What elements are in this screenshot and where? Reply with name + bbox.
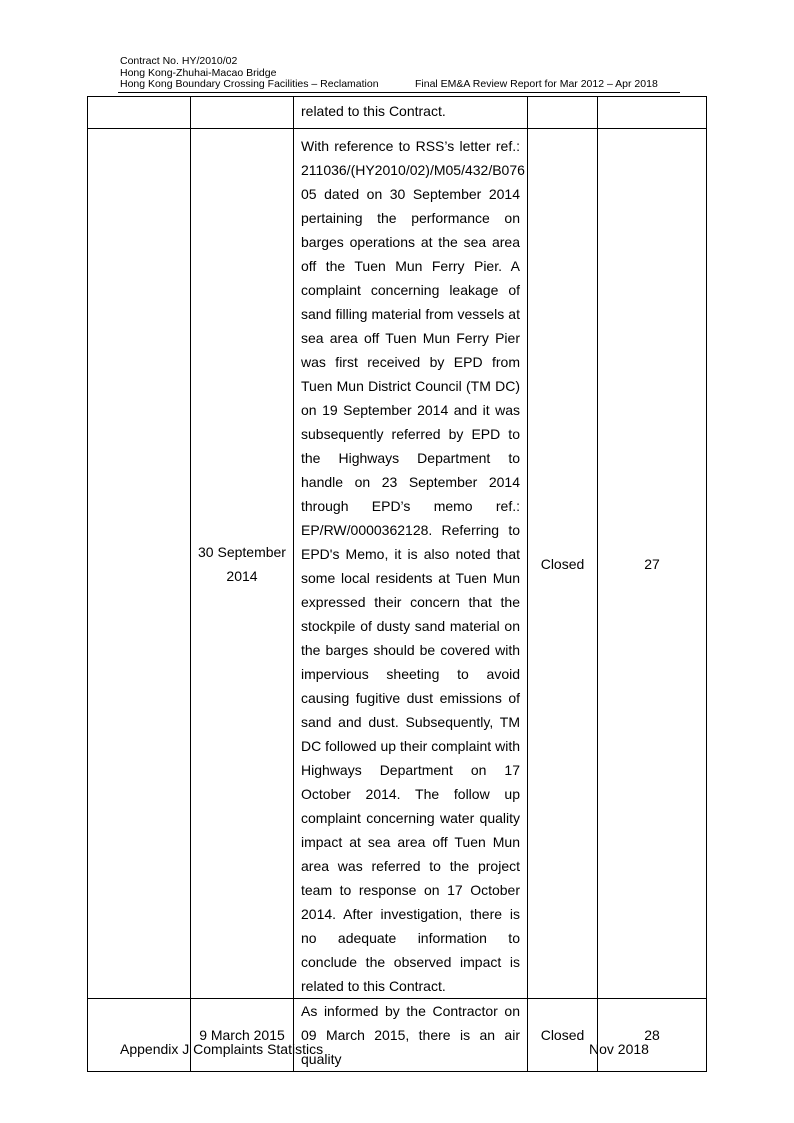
cell-description: related to this Contract. [294, 97, 528, 129]
cell-description: As informed by the Contractor on 09 March 2015, there is an air quality [294, 999, 528, 1072]
cell-date [191, 97, 294, 129]
table-row [88, 999, 707, 1072]
header-divider [118, 92, 680, 93]
page-header [120, 56, 680, 91]
cell-date: 9 March 2015 [191, 999, 294, 1072]
header-line-3 [120, 79, 680, 91]
cell-number: 27 [598, 129, 707, 999]
contract-number: Contract No. HY/2010/02 [120, 55, 238, 67]
table-row [88, 97, 707, 129]
cell-status [528, 97, 598, 129]
complaints-table [87, 96, 707, 1072]
facility-name: Hong Kong Boundary Crossing Facilities – Reclamation [120, 78, 379, 90]
cell-col1 [88, 999, 191, 1072]
cell-col1 [88, 129, 191, 999]
report-title: Final EM&A Review Report for Mar 2012 – Apr 2018 [415, 78, 658, 90]
table-row [88, 129, 707, 999]
cell-status: Closed [528, 999, 598, 1072]
cell-date: 30 September 2014 [191, 129, 294, 999]
footer-date: Nov 2018 [589, 1041, 649, 1057]
cell-status: Closed [528, 129, 598, 999]
project-name: Hong Kong-Zhuhai-Macao Bridge [120, 66, 277, 79]
cell-col1 [88, 97, 191, 129]
cell-number [598, 97, 707, 129]
cell-description: With reference to RSS’s letter ref.: 211036/(HY2010/02)/M05/432/B076 05 dated on 30 September 2014 pertaining the performance on barges operations at the sea area off the Tuen Mun Ferry Pier. A complaint concerning leakage of sand filling material from vessels at sea area off Tuen Mun Ferry Pier was first received by EPD from Tuen Mun District Council (TM DC) on 19 September 2014 and it was subsequently referred by EPD to the Highways Department to handle on 23 September 2014 through EPD’s memo ref.: EP/RW/0000362128. Referring to EPD's Memo, it is also noted that some local residents at Tuen Mun expressed their concern that the stockpile of dusty sand material on the barges should be covered with impervious sheeting to avoid causing fugitive dust emissions of sand and dust. Subsequently, TM DC followed up their complaint with Highways Department on 17 October 2014. The follow up complaint concerning water quality impact at sea area off Tuen Mun area was referred to the project team to response on 17 October 2014. After investigation, there is no adequate information to conclude the observed impact is related to this Contract. [294, 129, 528, 999]
cell-number: 28 [598, 999, 707, 1072]
footer-appendix-title: Appendix J Complaints Statistics [120, 1041, 324, 1057]
